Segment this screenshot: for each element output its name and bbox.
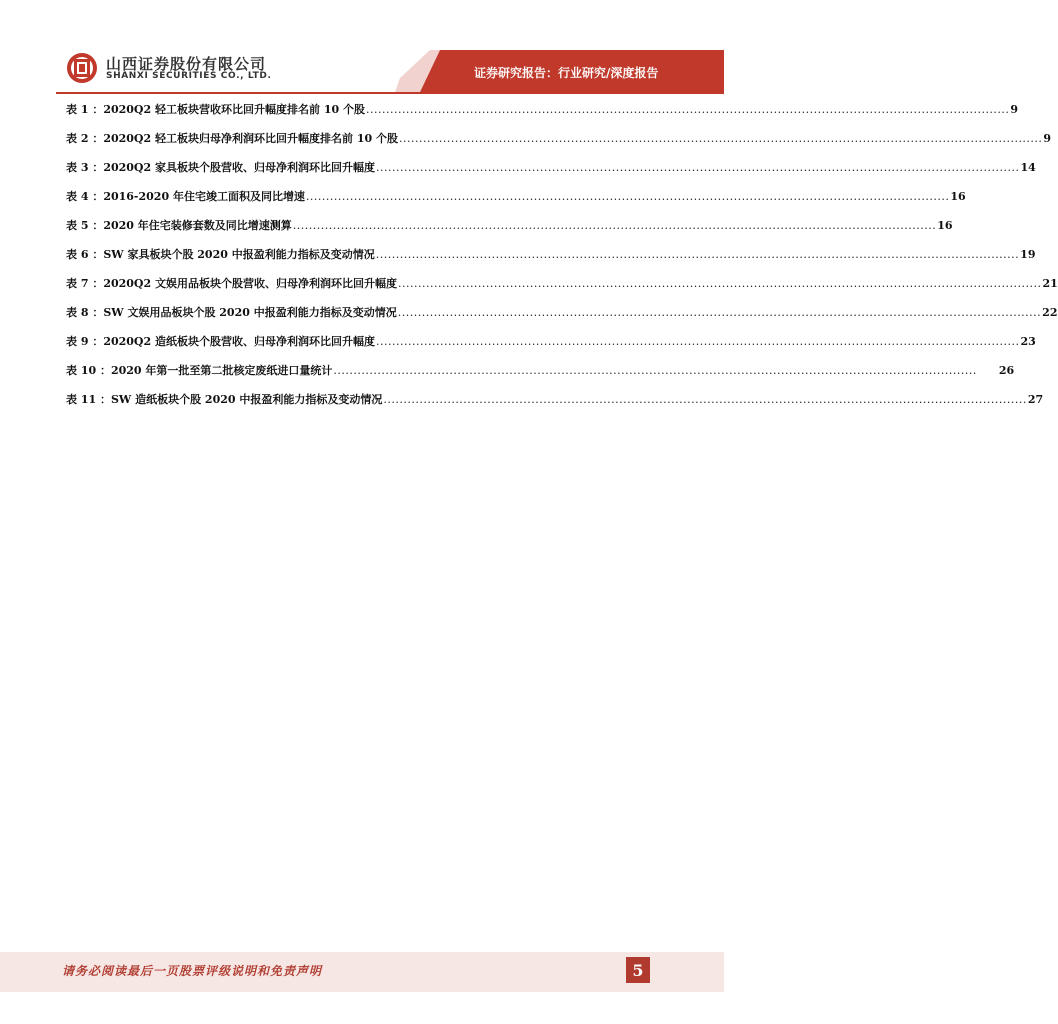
toc-entry[interactable] (66, 188, 966, 208)
header-divider (56, 92, 724, 94)
toc-leader-dots: ................................................................................................................................................................. (397, 306, 1042, 319)
toc-entry[interactable] (66, 130, 1052, 150)
toc-entry-page: 9 (1010, 103, 1019, 116)
toc-entry[interactable] (66, 275, 1058, 295)
report-type-label: 证券研究报告：行业研究/深度报告 (474, 66, 659, 80)
toc-leader-dots: ................................................................................................................................................................. (333, 364, 977, 377)
toc-entry[interactable] (66, 391, 1044, 411)
toc-leader-dots: ................................................................................................................................................................. (376, 335, 1020, 348)
toc-leader-dots: ................................................................................................................................................................. (398, 277, 1042, 290)
toc-entry[interactable] (66, 304, 1058, 324)
toc-entry-page: 21 (1042, 277, 1058, 290)
toc-entry-label: 表 10 ：2020 年第一批至第二批核定废纸进口量统计 (66, 364, 333, 377)
company-name-en: SHANXI SECURITIES CO., LTD. (106, 71, 272, 81)
toc-entry-page: 16 (950, 190, 966, 203)
shanxi-securities-logo-icon (66, 52, 98, 84)
toc-leader-dots: ................................................................................................................................................................. (365, 103, 1010, 116)
toc-entry-page: 27 (1027, 393, 1044, 406)
toc-entry-page: 16 (937, 219, 953, 232)
toc-entry-label: 表 7 ：2020Q2 文娱用品板块个股营收、归母净利润环比回升幅度 (66, 277, 397, 290)
footer-disclaimer: 请务必阅读最后一页股票评级说明和免责声明 (62, 964, 323, 978)
toc-leader-dots: ................................................................................................................................................................. (292, 219, 937, 232)
toc-entry[interactable] (66, 246, 1036, 266)
page-number-badge: 5 (626, 957, 650, 983)
toc-entry-label: 表 5 ：2020 年住宅装修套数及同比增速测算 (66, 219, 292, 232)
toc-entry[interactable] (66, 217, 953, 237)
toc-entry-label: 表 8 ：SW 文娱用品板块个股 2020 中报盈利能力指标及变动情况 (66, 306, 397, 319)
toc-entry-label: 表 1 ：2020Q2 轻工板块营收环比回升幅度排名前 10 个股 (66, 103, 365, 116)
page-header (0, 0, 724, 100)
toc-entry[interactable] (66, 333, 1036, 353)
toc-entry[interactable] (66, 101, 1019, 121)
toc-leader-dots: ................................................................................................................................................................. (305, 190, 950, 203)
toc-entry-page: 26 (998, 364, 1015, 377)
toc-entry[interactable] (66, 159, 1036, 179)
toc-leader-dots: ................................................................................................................................................................. (398, 132, 1043, 145)
toc-leader-dots: ................................................................................................................................................................. (375, 248, 1020, 261)
toc-leader-dots: ................................................................................................................................................................. (383, 393, 1027, 406)
toc-entry-label: 表 4 ：2016-2020 年住宅竣工面积及同比增速 (66, 190, 305, 203)
toc-entry-label: 表 11 ：SW 造纸板块个股 2020 中报盈利能力指标及变动情况 (66, 393, 383, 406)
company-name-cn: 山西证券股份有限公司 (106, 55, 267, 73)
toc-entry[interactable] (66, 362, 1015, 382)
toc-entry-label: 表 9 ：2020Q2 造纸板块个股营收、归母净利润环比回升幅度 (66, 335, 375, 348)
toc-leader-dots: ................................................................................................................................................................. (376, 161, 1020, 174)
toc-entry-label: 表 2 ：2020Q2 轻工板块归母净利润环比回升幅度排名前 10 个股 (66, 132, 398, 145)
toc-entry-page: 22 (1042, 306, 1058, 319)
toc-entry-page: 19 (1020, 248, 1036, 261)
toc-entry-page: 9 (1043, 132, 1052, 145)
toc-entry-label: 表 6 ：SW 家具板块个股 2020 中报盈利能力指标及变动情况 (66, 248, 375, 261)
toc-entry-page: 14 (1020, 161, 1036, 174)
toc-entry-label: 表 3 ：2020Q2 家具板块个股营收、归母净利润环比回升幅度 (66, 161, 375, 174)
toc-entry-page: 23 (1020, 335, 1036, 348)
